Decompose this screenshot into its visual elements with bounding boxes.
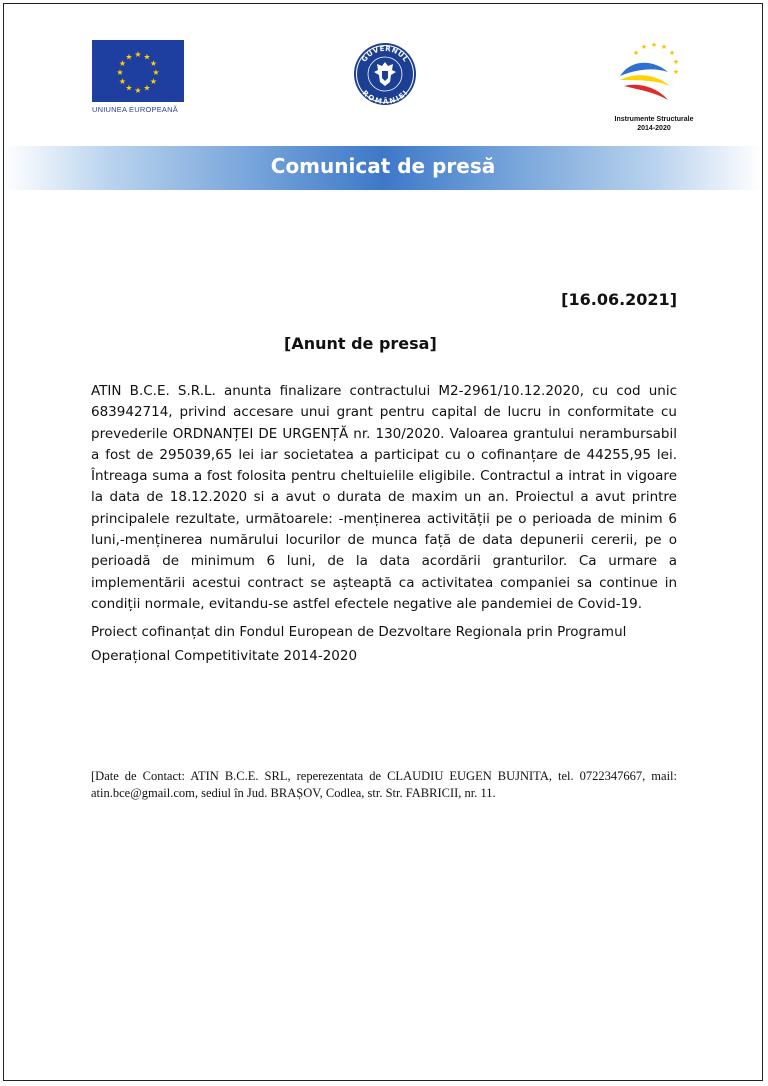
svg-text:★: ★ <box>116 68 124 77</box>
government-logo <box>353 42 417 106</box>
eu-logo-caption: UNIUNEA EUROPEANĂ <box>92 105 178 114</box>
eu-flag-icon <box>92 40 184 102</box>
svg-text:★: ★ <box>640 43 648 51</box>
svg-text:★: ★ <box>660 43 668 51</box>
structural-instruments-icon <box>606 38 702 110</box>
announcement-body: ATIN B.C.E. S.R.L. anunta finalizare contractului M2-2961/10.12.2020, cu cod unic 683942714, privind accesare unui grant pentru capital de lucru in conformitate cu prevederile ORDNANȚEI DE URGENȚĂ nr. 130/2020. Valoarea grantului nerambursabil a fost de 295039,65 lei iar societatea a participat cu o cofinanțare de 44255,95 lei. Întreaga suma a fost folosita pentru cheltuielile eligibile. Contractul a intrat in vigoare la data de 18.12.2020 si a avut o durata de maxim un an. Proiectul a avut printre principalele rezultate, următoarele: -menținerea activității pe o perioada de minim 6 luni,-menținerea numărului locurilor de munca față de data depunerii cererii, pe o perioadă de minimum 6 luni, de la data acordării granturilor. Ca urmare a implementării acestui contract se așteaptă ca activitatea companiei sa continue in condiții normale, evitandu-se astfel efectele negative ale pandemiei de Covid-19. <box>91 383 677 612</box>
svg-text:★: ★ <box>134 50 142 59</box>
svg-text:★: ★ <box>632 49 640 57</box>
structural-instruments-caption-line1: Instrumente Structurale <box>614 116 694 123</box>
contact-details: [Date de Contact: ATIN B.C.E. SRL, reperezentata de CLAUDIU EUGEN BUJNITA, tel. 0722347667, mail: atin.bce@gmail.com, sediul în Jud. BRAȘOV, Codlea, str. Str. FABRICII, nr. 11. <box>91 769 677 800</box>
svg-text:★: ★ <box>672 58 680 66</box>
banner-title: Comunicat de presă <box>270 154 496 178</box>
document-heading: [Anunt de presa] <box>284 334 437 353</box>
svg-text:★: ★ <box>134 86 142 95</box>
cofinancing-note <box>91 620 691 668</box>
svg-text:★: ★ <box>118 59 127 68</box>
structural-instruments-caption-line2: 2014-2020 <box>637 125 671 132</box>
cofinancing-line-2: Operațional Competitivitate 2014-2020 <box>91 648 358 664</box>
cofinancing-line-1: Proiect cofinanțat din Fondul European de Dezvoltare Regionala prin Programul <box>91 624 627 640</box>
svg-text:★: ★ <box>125 52 133 62</box>
svg-text:★: ★ <box>149 77 158 86</box>
svg-text:★: ★ <box>149 59 158 68</box>
svg-text:★: ★ <box>668 49 676 57</box>
svg-text:ROMÂNIEI: ROMÂNIEI <box>360 88 410 106</box>
svg-text:★: ★ <box>650 41 658 49</box>
svg-text:GUVERNUL: GUVERNUL <box>360 44 410 64</box>
svg-text:★: ★ <box>143 52 151 62</box>
svg-text:★: ★ <box>672 68 680 76</box>
svg-text:★: ★ <box>143 83 151 93</box>
press-release-banner <box>4 146 762 190</box>
structural-instruments-caption <box>606 115 702 133</box>
structural-instruments-logo <box>606 38 702 133</box>
document-date: [16.06.2021] <box>561 290 677 309</box>
svg-text:★: ★ <box>152 68 160 77</box>
svg-text:★: ★ <box>118 77 127 86</box>
svg-text:★: ★ <box>125 83 133 93</box>
government-seal-icon <box>353 42 417 106</box>
eu-logo <box>92 40 184 114</box>
